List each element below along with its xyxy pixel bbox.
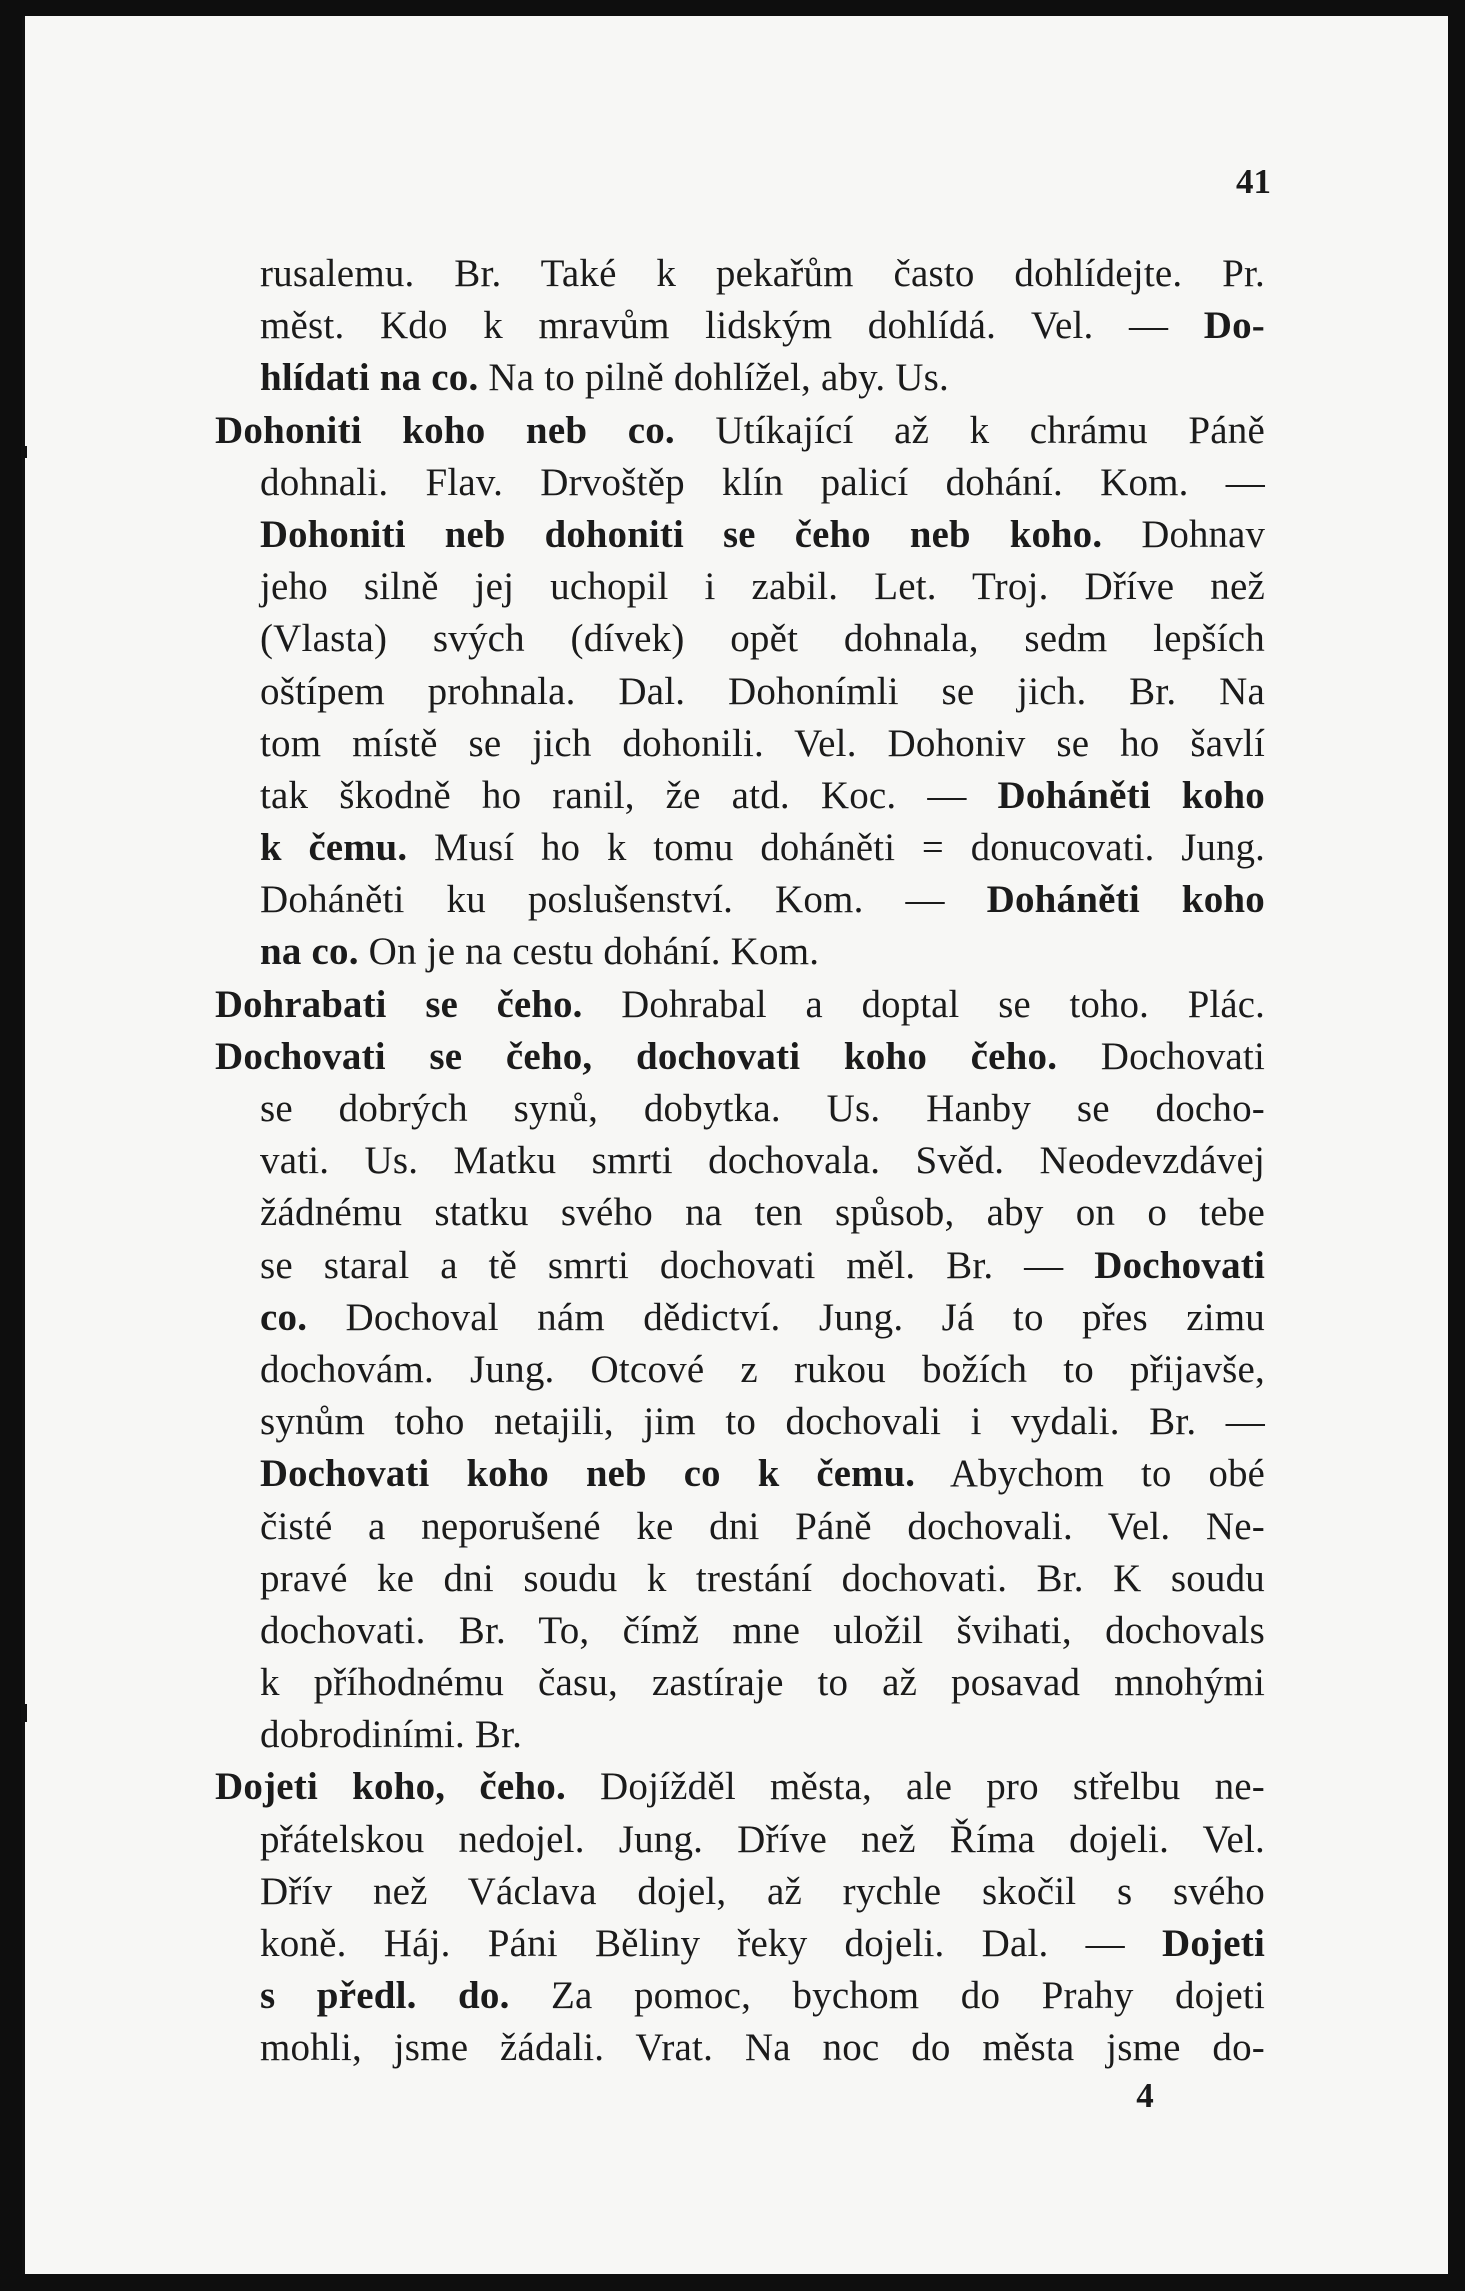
line-text: Na to pilně dohlížel, aby. Us.	[478, 356, 949, 400]
line-text: k příhodnému času, zastíraje to až posavad mnohými	[260, 1661, 1265, 1705]
line-text: mohli, jsme žádali. Vrat. Na noc do města jsme do-	[260, 2026, 1265, 2070]
line-text: dohnali. Flav. Drvoštěp klín palicí dohání. Kom. —	[260, 460, 1265, 504]
text-line	[215, 1135, 1265, 1187]
book-page	[22, 16, 1448, 2274]
text-line	[215, 1918, 1265, 1970]
line-text: dochovám. Jung. Otcové z rukou božích to přijavše,	[260, 1347, 1265, 1391]
text-line	[215, 300, 1265, 352]
line-text: vati. Us. Matku smrti dochovala. Svěd. Neodevzdávej	[260, 1139, 1265, 1183]
headword: Dojeti koho, čeho.	[215, 1765, 566, 1809]
line-text: Doháněti ku poslušenství. Kom. —	[260, 878, 987, 922]
text-line	[215, 1866, 1265, 1918]
headword: Dohrabati se čeho.	[215, 983, 583, 1026]
line-text: Dohrabal a doptal se toho. Plác.	[582, 983, 1266, 1026]
text-line	[215, 352, 1265, 404]
line-text: tak škodně ho ranil, že atd. Koc. —	[260, 773, 998, 817]
line-text: Za pomoc, bychom do Prahy dojeti	[509, 1974, 1265, 2018]
line-text: Utíkající až k chrámu Páně	[674, 408, 1265, 452]
line-text: čisté a neporušené ke dni Páně dochovali. Vel. Ne-	[260, 1504, 1265, 1548]
headword: Dochovati	[1094, 1243, 1265, 1287]
text-line	[215, 926, 1265, 978]
text-line	[215, 1344, 1265, 1396]
headword: Dojeti	[1162, 1922, 1265, 1965]
line-text: Dojížděl města, ale pro střelbu ne-	[565, 1765, 1265, 1809]
text-line	[215, 1605, 1265, 1657]
headword: Dochovati se čeho, dochovati koho čeho.	[215, 1034, 1058, 1078]
text-line	[215, 613, 1265, 665]
text-line	[215, 1448, 1265, 1500]
line-text: se staral a tě smrti dochovati měl. Br. —	[260, 1243, 1095, 1287]
text-line	[215, 1083, 1265, 1135]
line-text: měst. Kdo k mravům lidským dohlídá. Vel. —	[260, 304, 1204, 348]
text-line	[215, 979, 1265, 1031]
text-line	[215, 509, 1265, 561]
text-line	[215, 1240, 1265, 1292]
text-line	[215, 1031, 1265, 1083]
text-line	[215, 1292, 1265, 1344]
headword: Dochovati koho neb co k čemu.	[260, 1453, 916, 1496]
line-text: Dřív než Václava dojel, až rychle skočil s svého	[260, 1869, 1265, 1913]
text-line	[215, 248, 1265, 300]
line-text: žádnému statku svého na ten spůsob, aby on o tebe	[260, 1191, 1265, 1235]
line-text: tom místě se jich dohonili. Vel. Dohoniv se ho šavlí	[260, 721, 1265, 765]
line-text: koně. Háj. Páni Běliny řeky dojeli. Dal. —	[260, 1922, 1162, 1965]
line-text: pravé ke dni soudu k trestání dochovati. Br. K soudu	[260, 1556, 1265, 1600]
line-text: oštípem prohnala. Dal. Dohonímli se jich. Br. Na	[260, 669, 1265, 713]
headword: co.	[260, 1295, 308, 1339]
headword: na co.	[260, 930, 359, 974]
text-line	[215, 1970, 1265, 2022]
signature-mark: 4	[1136, 2076, 1154, 2115]
text-line	[215, 2022, 1265, 2074]
headword: Dohoniti neb dohoniti se čeho neb koho.	[260, 513, 1103, 556]
headword: Dohoniti koho neb co.	[215, 408, 675, 452]
headword: hlídati na co.	[260, 356, 479, 400]
text-line	[215, 1657, 1265, 1709]
headword: Doháněti koho	[986, 878, 1265, 922]
line-text: synům toho netajili, jim to dochovali i vydali. Br. —	[260, 1400, 1265, 1444]
text-line	[215, 718, 1265, 770]
line-text: se dobrých synů, dobytka. Us. Hanby se docho-	[260, 1087, 1265, 1130]
text-line	[215, 874, 1265, 926]
page-number: 41	[1236, 162, 1271, 201]
text-line	[215, 1761, 1265, 1813]
line-text: Dochovati	[1057, 1034, 1265, 1078]
headword: Doháněti koho	[997, 773, 1265, 817]
line-text: dochovati. Br. To, čímž mne uložil švihati, dochovals	[260, 1608, 1265, 1652]
line-text: Musí ho k tomu doháněti = donucovati. Jung.	[407, 827, 1265, 870]
text-line	[215, 770, 1265, 822]
line-text: Dochoval nám dědictví. Jung. Já to přes zimu	[307, 1295, 1265, 1339]
text-line	[215, 1501, 1265, 1553]
line-text: přátelskou nedojel. Jung. Dříve než Říma dojeli. Vel.	[260, 1817, 1265, 1861]
headword: k čemu.	[260, 827, 408, 870]
text-line	[215, 457, 1265, 509]
text-line	[215, 1396, 1265, 1448]
text-line	[215, 1553, 1265, 1605]
line-text: rusalemu. Br. Také k pekařům často dohlídejte. Pr.	[260, 252, 1265, 295]
text-line	[215, 1814, 1265, 1866]
text-line	[215, 666, 1265, 718]
line-text: (Vlasta) svých (dívek) opět dohnala, sedm lepších	[260, 617, 1265, 661]
dictionary-text	[215, 248, 1265, 2075]
line-text: dobrodiními. Br.	[260, 1713, 523, 1757]
text-line	[215, 1709, 1265, 1761]
headword: Do-	[1203, 304, 1265, 348]
line-text: Abychom to obé	[915, 1453, 1265, 1496]
margin-mark-bottom	[21, 1704, 27, 1722]
headword: s předl. do.	[260, 1974, 510, 2018]
text-line	[215, 561, 1265, 613]
margin-mark-top	[21, 446, 27, 458]
text-line	[215, 1187, 1265, 1239]
line-text: Dohnav	[1102, 513, 1266, 556]
text-line	[215, 405, 1265, 457]
line-text: On je na cestu dohání. Kom.	[358, 930, 820, 974]
text-line	[215, 822, 1265, 874]
line-text: jeho silně jej uchopil i zabil. Let. Troj. Dříve než	[260, 565, 1265, 609]
